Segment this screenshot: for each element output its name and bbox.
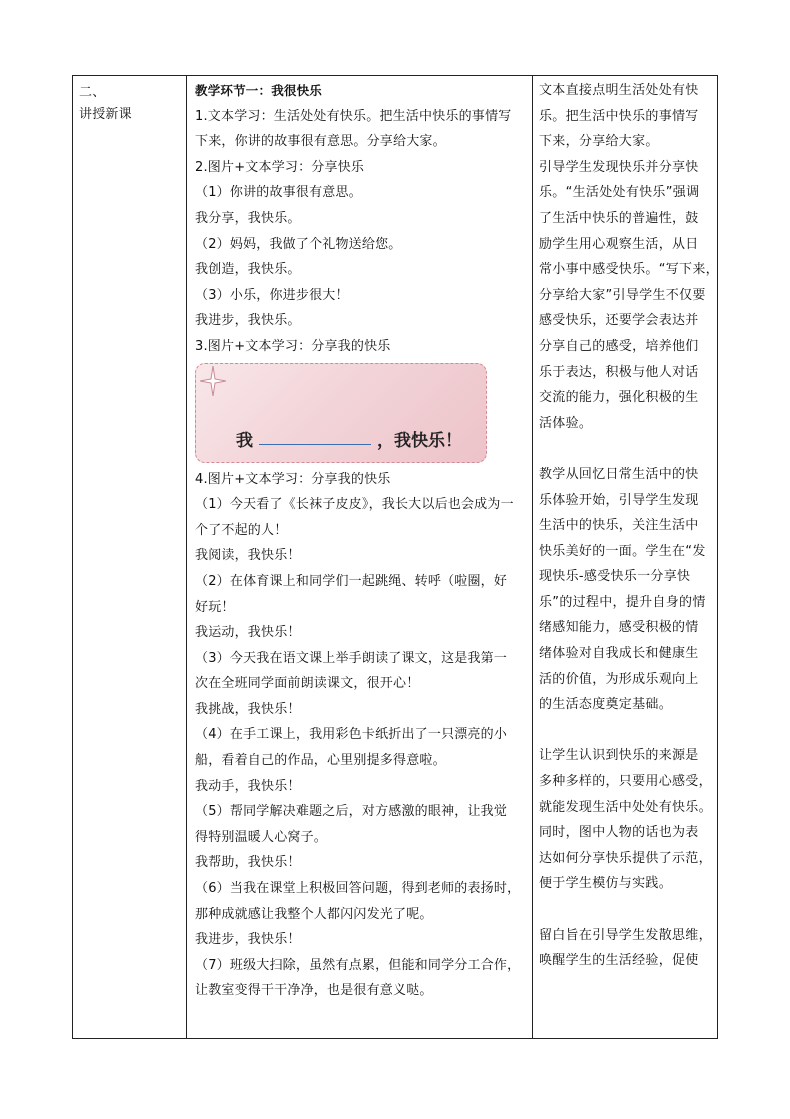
card-blank-line: [259, 444, 371, 445]
text-line: 下来，分享给大家。: [539, 134, 659, 150]
text-line: 的生活态度奠定基础。: [539, 697, 673, 713]
content-lines-a: [195, 104, 526, 360]
text-line: 那种成就感让我整个人都闪闪发光了呢。: [195, 906, 433, 922]
text-line: （2）在体育课上和同学们一起跳绳、转呼（啦圈，好: [195, 573, 508, 589]
text-line: 4.图片+文本学习：分享我的快乐: [195, 471, 391, 487]
text-line: （5）帮同学解决难题之后，对方感激的眼神，让我觉: [195, 804, 508, 820]
text-line: 快乐美好的一面。学生在“发: [539, 543, 706, 559]
text-line: （7）班级大扫除，虽然有点累，但能和同学分工合作，: [195, 957, 521, 973]
section-cell: [73, 76, 187, 1038]
text-line: 达如何分享快乐提供了示范，: [539, 850, 712, 866]
sparkle-icon: [200, 366, 226, 396]
section-title: 讲授新课: [79, 107, 132, 122]
text-line: 分享给大家”引导学生不仅要: [539, 287, 706, 303]
text-line: 下来，你讲的故事很有意思。分享给大家。: [195, 134, 446, 150]
text-line: 我分享，我快乐。: [195, 210, 301, 226]
text-line: 就能发现生活中处处有快乐。: [539, 799, 712, 815]
text-line: 我帮助，我快乐！: [195, 855, 301, 871]
text-line: 活体验。: [539, 415, 593, 431]
text-line: 2.图片+文本学习：分享快乐: [195, 159, 365, 175]
text-line: 让教室变得干干净净，也是很有意义哒。: [195, 983, 433, 999]
text-line: （2）妈妈，我做了个礼物送给您。: [195, 236, 402, 252]
text-line: 我阅读，我快乐！: [195, 548, 301, 564]
notes-paragraph-2: [539, 462, 715, 718]
text-line: 励学生用心观察生活，从日: [539, 236, 699, 252]
notes-paragraph-3: [539, 743, 715, 897]
text-line: 活的价值，为形成乐观向上: [539, 671, 699, 687]
text-line: 我创造，我快乐。: [195, 262, 301, 278]
text-line: 留白旨在引导学生发散思维，: [539, 927, 712, 943]
text-line: 1.文本学习：生活处处有快乐。把生活中快乐的事情写: [195, 108, 512, 124]
text-line: 唤醒学生的生活经验，促使: [539, 953, 699, 969]
text-line: 我挑战，我快乐！: [195, 701, 301, 717]
text-line: 分享自己的感受，培养他们: [539, 338, 699, 354]
paragraph-gap: [539, 436, 715, 462]
text-line: （4）在手工课上，我用彩色卡纸折出了一只漂亮的小: [195, 727, 508, 743]
text-line: 教学从回忆日常生活中的快: [539, 466, 699, 482]
text-line: 文本直接点明生活处处有快: [539, 83, 699, 98]
text-line: （1）你讲的故事很有意思。: [195, 185, 362, 201]
content-heading: 教学环节一：我很快乐: [195, 83, 323, 98]
text-line: 好玩！: [195, 599, 235, 615]
text-line: 绪体验对自我成长和健康生: [539, 646, 699, 662]
text-line: 乐”的过程中，提升自身的情: [539, 594, 706, 610]
lesson-table: [72, 75, 718, 1039]
share-card-image: [195, 363, 487, 463]
text-line: （1）今天看了《长袜子皮皮》，我长大以后也会成为一: [195, 497, 514, 513]
text-line: 常小事中感受快乐。“写下来，: [539, 262, 719, 278]
text-line: 引导学生发现快乐并分享快: [539, 159, 699, 175]
text-line: 我进步，我快乐。: [195, 313, 301, 329]
text-line: 同时，图中人物的话也为表: [539, 825, 699, 841]
text-line: 得特别温暖人心窝子。: [195, 829, 328, 845]
text-line: 让学生认识到快乐的来源是: [539, 748, 699, 764]
card-text-left: 我: [236, 430, 253, 451]
text-line: 乐体验开始，引导学生发现: [539, 492, 699, 508]
notes-cell: [533, 76, 719, 1038]
paragraph-gap: [539, 718, 715, 744]
text-line: 乐。“生活处处有快乐”强调: [539, 185, 700, 201]
text-line: （3）小乐，你进步很大！: [195, 287, 349, 303]
text-line: 现快乐-感受快乐一分享快: [539, 569, 691, 585]
text-line: （6）当我在课堂上积极回答问题，得到老师的表扬时，: [195, 881, 521, 897]
paragraph-gap: [539, 897, 715, 923]
section-number: 二、: [79, 85, 106, 100]
text-line: 我动手，我快乐！: [195, 778, 301, 794]
text-line: 交流的能力，强化积极的生: [539, 390, 699, 406]
text-line: 绪感知能力，感受积极的情: [539, 620, 699, 636]
card-sentence: [236, 426, 462, 451]
text-line: 乐。把生活中快乐的事情写: [539, 108, 699, 124]
content-cell: [187, 76, 533, 1038]
text-line: 次在全班同学面前朗读课文，很开心！: [195, 676, 420, 692]
text-line: 我运动，我快乐！: [195, 625, 301, 641]
text-line: （3）今天我在语文课上举手朗读了课文，这是我第一: [195, 650, 508, 666]
text-line: 感受快乐，还要学会表达并: [539, 313, 699, 329]
content-lines-b: [195, 467, 526, 1004]
notes-paragraph-4: [539, 923, 715, 974]
text-line: 生活中的快乐，关注生活中: [539, 518, 699, 534]
text-line: 船，看着自己的作品，心里别提多得意啦。: [195, 753, 446, 769]
text-line: 多种多样的，只要用心感受，: [539, 774, 712, 790]
text-line: 了生活中快乐的普遍性，鼓: [539, 210, 699, 226]
text-line: 乐于表达，积极与他人对话: [539, 364, 699, 380]
text-line: 个了不起的人！: [195, 522, 288, 538]
text-line: 3.图片+文本学习：分享我的快乐: [195, 338, 391, 354]
text-line: 便于学生模仿与实践。: [539, 876, 673, 892]
card-text-right: ，我快乐！: [377, 430, 462, 451]
text-line: 我进步，我快乐！: [195, 932, 301, 948]
notes-paragraph-1: [539, 78, 719, 436]
